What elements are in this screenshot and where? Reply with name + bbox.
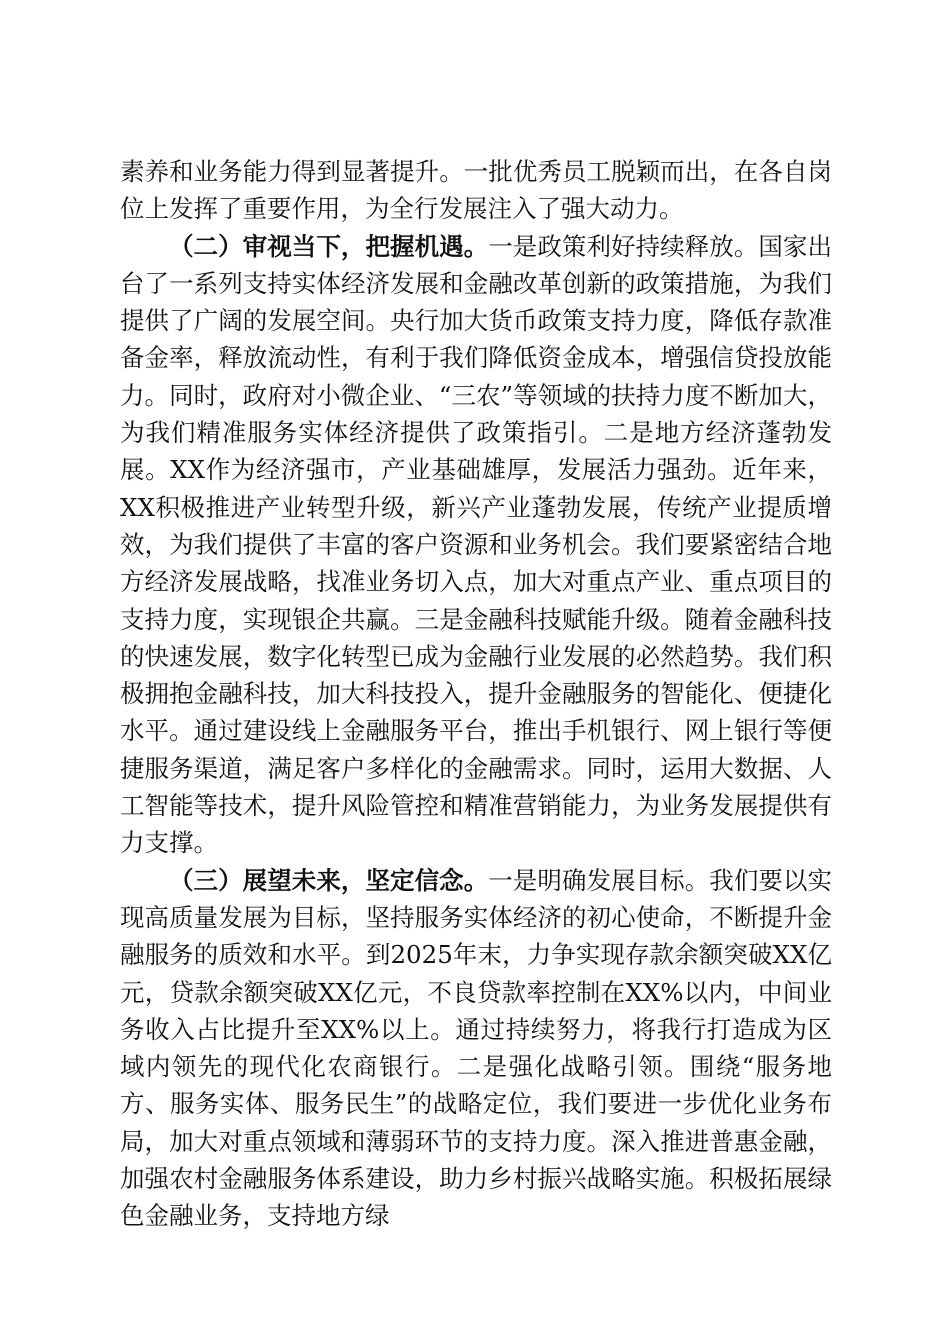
section-heading-2: （二）审视当下，把握机遇。 xyxy=(169,231,489,261)
paragraph-1 xyxy=(120,153,832,228)
paragraph-3-text: 一是明确发展目标。我们要以实现高质量发展为目标，坚持服务实体经济的初心使命，不断提升金融服务的质效和水平。到2025年末，力争实现存款余额突破XX亿元，贷款余额突破XX亿元，不良贷款率控制在XX%以内，中间业务收入占比提升至XX%以上。通过持续努力，将我行打造成为区域内领先的现代化农商银行。二是强化战略引领。围绕“服务地方、服务实体、服务民生”的战略定位，我们要进一步优化业务布局，加大对重点领域和薄弱环节的支持力度。深入推进普惠金融，加强农村金融服务体系建设，助力乡村振兴战略实施。积极拓展绿色金融业务，支持地方绿 xyxy=(120,865,832,1231)
document-page xyxy=(120,153,832,1235)
paragraph-1-text: 素养和业务能力得到显著提升。一批优秀员工脱颖而出，在各自岗位上发挥了重要作用，为全行发展注入了强大动力。 xyxy=(120,157,832,224)
paragraph-2-text: 一是政策利好持续释放。国家出台了一系列支持实体经济发展和金融改革创新的政策措施，为我们提供了广阔的发展空间。央行加大货币政策支持力度，降低存款准备金率，释放流动性，有利于我们降低资金成本，增强信贷投放能力。同时，政府对小微企业、“三农”等领域的扶持力度不断加大，为我们精准服务实体经济提供了政策指引。二是地方经济蓬勃发展。XX作为经济强市，产业基础雄厚，发展活力强劲。近年来，XX积极推进产业转型升级，新兴产业蓬勃发展，传统产业提质增效，为我们提供了丰富的客户资源和业务机会。我们要紧密结合地方经济发展战略，找准业务切入点，加大对重点产业、重点项目的支持力度，实现银企共赢。三是金融科技赋能升级。随着金融科技的快速发展，数字化转型已成为金融行业发展的必然趋势。我们积极拥抱金融科技，加大科技投入，提升金融服务的智能化、便捷化水平。通过建设线上金融服务平台，推出手机银行、网上银行等便捷服务渠道，满足客户多样化的金融需求。同时，运用大数据、人工智能等技术，提升风险管控和精准营销能力，为业务发展提供有力支撑。 xyxy=(120,231,832,858)
paragraph-3 xyxy=(120,862,832,1235)
section-heading-3: （三）展望未来，坚定信念。 xyxy=(169,865,489,895)
paragraph-2 xyxy=(120,228,832,862)
